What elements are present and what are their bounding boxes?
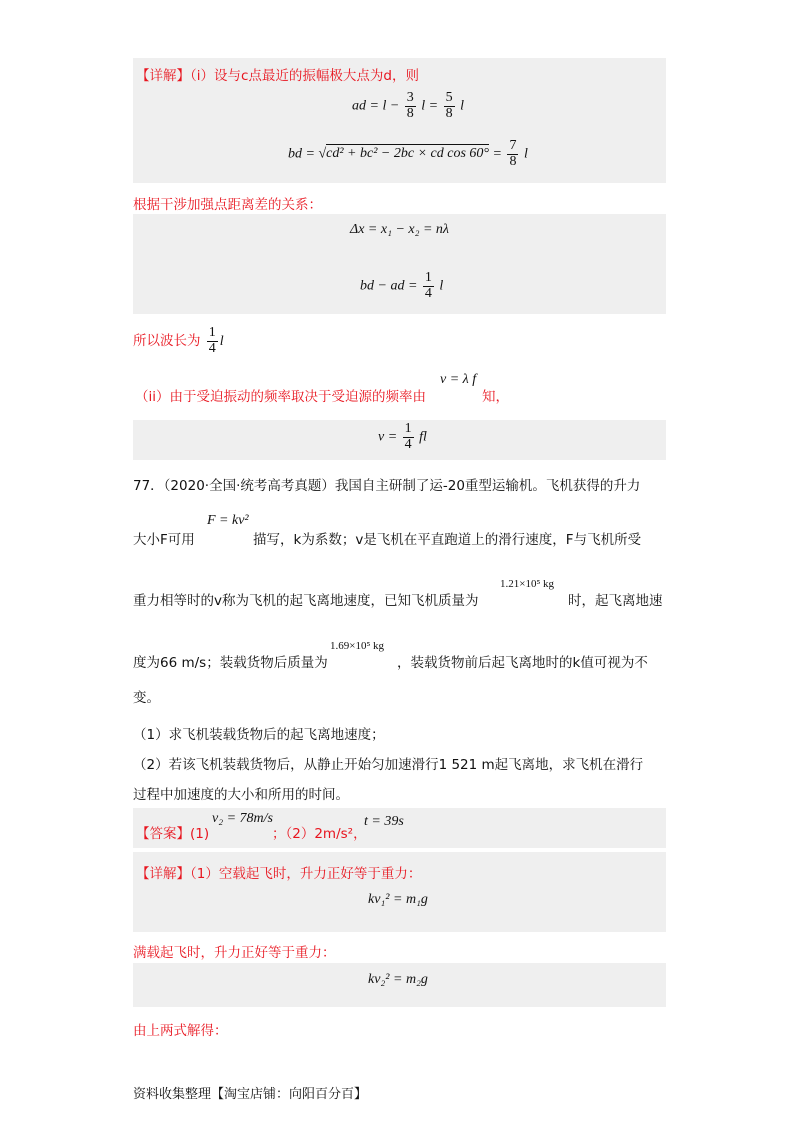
wavelength-line: 所以波长为 $\frac{1}{4}$ l	[133, 325, 224, 356]
equation-ad: ad = l − $\frac{3}{8}$ l = $\frac{5}{8}$ l	[352, 90, 465, 121]
equation-delta-x: Δx = x₁ − x₂ = nλ	[350, 222, 449, 237]
forced-vibration-tail: 知，	[482, 389, 509, 405]
detail-text: （i）设与c点最近的振幅极大点为d，则	[190, 68, 419, 84]
answer-t: t = 39s	[364, 814, 404, 829]
answer-tag: 【答案】	[136, 826, 190, 842]
mass-loaded: 1.69×10⁵ kg	[330, 640, 385, 652]
detail-tag: 【详解】	[136, 68, 190, 84]
detail-line-1	[136, 64, 419, 84]
problem-line-3b: 时，起飞离地速	[568, 593, 663, 609]
problem-line-5: 变。	[133, 690, 160, 706]
footer-source: 资料收集整理【淘宝店铺：向阳百分百】	[133, 1087, 368, 1102]
problem-line-3a: 重力相等时的v称为飞机的起飞离地速度，已知飞机质量为	[133, 593, 479, 609]
formula-f-kv2: F = kv²	[207, 513, 249, 528]
question-2-line-1: （2）若该飞机装载货物后，从静止开始匀加速滑行1 521 m起飞离地，求飞机在滑行	[133, 757, 644, 773]
fraction: $\frac{1}{4}$	[424, 270, 432, 301]
full-load-text: 满载起飞时，升力正好等于重力：	[133, 945, 336, 961]
interference-text: 根据干涉加强点距离差的关系：	[133, 197, 322, 213]
problem-line-1: 77．（2020·全国·统考高考真题）我国自主研制了运-20重型运输机。飞机获得的升力	[133, 478, 641, 494]
solve-text: 由上两式解得：	[133, 1023, 228, 1039]
problem-line-4b: ，装载货物前后起飞离地时的k值可视为不	[397, 655, 648, 671]
answer-v2: v₂ = 78m/s	[212, 811, 273, 826]
mass-empty: 1.21×10⁵ kg	[500, 578, 555, 590]
answer-separator: ；（2）2m/s²，	[272, 826, 367, 842]
detail-tag: 【详解】	[136, 866, 190, 882]
fraction: $\frac{3}{8}$	[406, 90, 414, 121]
detail-line-2: 【详解】（1）空载起飞时，升力正好等于重力：	[136, 866, 422, 882]
sqrt-body: cd² + bc² − 2bc × cd cos 60°	[326, 146, 489, 162]
problem-line-2b: 描写，k为系数；v是飞机在平直跑道上的滑行速度，F与飞机所受	[253, 532, 642, 548]
formula-v-lambda-f: v = λ f	[440, 372, 477, 387]
fraction: $\frac{7}{8}$	[509, 138, 517, 169]
forced-vibration-line: （ii）由于受迫振动的频率取决于受迫源的频率由	[135, 389, 427, 405]
equation-kv1: kv₁² = m₁g	[368, 892, 428, 907]
equation-v: v = $\frac{1}{4}$ fl	[378, 421, 427, 452]
equation-bd-ad: bd − ad = $\frac{1}{4}$ l	[360, 270, 444, 301]
fraction: $\frac{1}{4}$	[404, 421, 412, 452]
fraction: $\frac{5}{8}$	[445, 90, 453, 121]
fraction: $\frac{1}{4}$	[208, 325, 216, 356]
question-2-line-2: 过程中加速度的大小和所用的时间。	[133, 787, 349, 803]
question-1: （1）求飞机装载货物后的起飞离地速度；	[133, 727, 385, 743]
problem-line-4a: 度为66 m/s；装载货物后质量为	[133, 655, 328, 671]
equation-kv2: kv₂² = m₂g	[368, 972, 428, 987]
equation-bd: bd = √cd² + bc² − 2bc × cd cos 60° = $\frac{7}{8}$ l	[288, 138, 528, 169]
problem-line-2a: 大小F可用	[133, 532, 195, 548]
answer-line: 【答案】(1)	[136, 826, 210, 842]
